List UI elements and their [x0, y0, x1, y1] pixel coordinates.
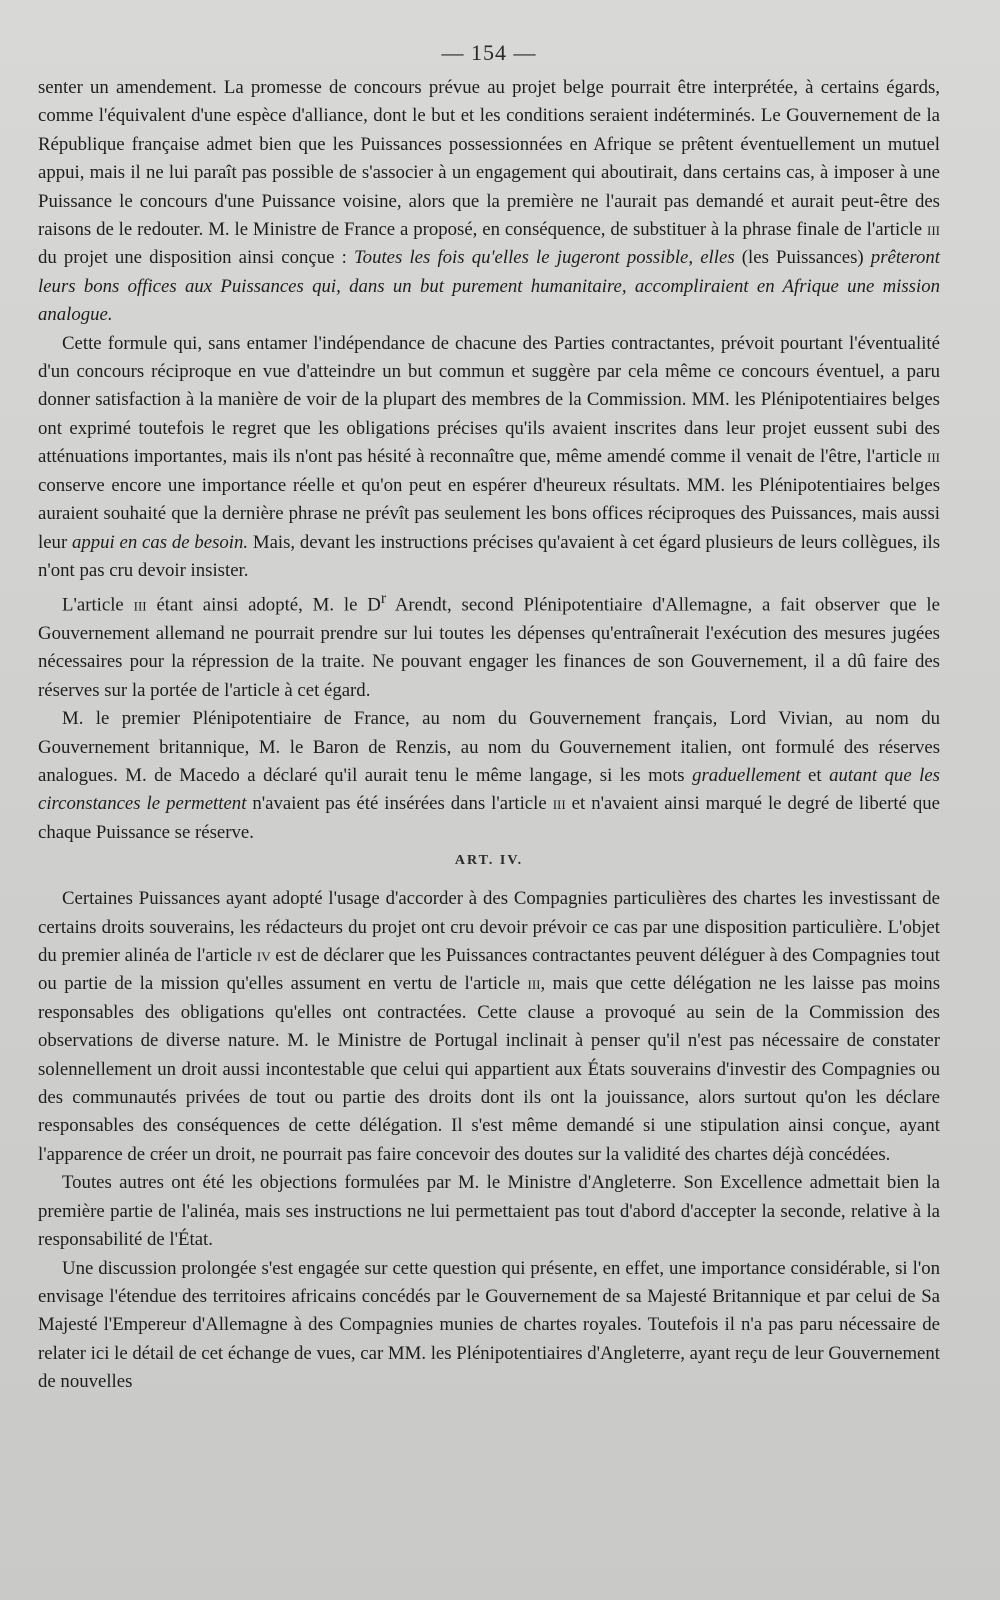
text-run: conserve encore une importance réelle et qu'on peut en espérer d'heureux résultats. MM. les Plénipotentiaires belges auraient souhaité que la dernière phrase ne prévît pas seulement les bons offices réciproques des Puissances, mais aussi leur	[38, 474, 940, 553]
text-run: Mais, devant les instructions précises qu'avaient à cet égard plusieurs de leurs collègues, ils n'ont pas cru devoir insister.	[38, 531, 940, 581]
text-run: Arendt, second Plénipotentiaire d'Allemagne, a fait observer que le Gouvernement allemand ne pourrait prendre sur lui toutes les dépenses qu'entraînerait l'exécution des mesures jugées nécessaires pour la répression de la traite. Ne pouvant engager les finances de son Gouvernement, il a dû faire des réserves sur la portée de l'article à cet égard.	[38, 594, 940, 701]
text-run: M. le premier Plénipotentiaire de France, au nom du Gouvernement français, Lord Vivian, au nom du Gouvernement britannique, M. le Baron de Renzis, au nom du Gouvernement italien, ont formulé des réserves analogues. M. de Macedo a déclaré qu'il aurait tenu le même langage, si les mots	[38, 708, 940, 787]
text-run: , mais que cette délégation ne les laisse pas moins responsables des obligations qu'elles ont contractées. Cette clause a provoqué au sein de la Commission des observations de diverse nature. M. le Ministre de Portugal inclinait à penser qu'il n'est pas nécessaire de constater solennellement un droit aussi incontestable que celui qui appartient aux États souverains d'investir des Compagnies ou des communautés privées de tout ou partie des droits dont ils ont la jouissance, alors surtout qu'on les déclare responsables des conséquences de cette délégation. Il s'est même demandé si une stipulation ainsi conçue, ayant l'apparence de créer un droit, ne pourrait pas faire concevoir des doutes sur la validité des chartes déjà concédées.	[38, 973, 940, 1165]
text-run: L'article	[62, 594, 134, 616]
italic-text: graduellement	[692, 765, 801, 787]
paragraph-1	[38, 74, 940, 330]
roman-numeral: iv	[256, 945, 271, 967]
article-heading: ART. IV.	[454, 853, 524, 869]
text-run: Certaines Puissances ayant adopté l'usage d'accorder à des Compagnies particulières des chartes les investissant de certains droits souverains, les rédacteurs du projet ont cru devoir prévoir ce cas par une disposition particulière. L'objet du premier alinéa de l'article	[38, 888, 940, 967]
text-run: est de déclarer que les Puissances contractantes peuvent déléguer à des Compagnies tout ou partie de la mission qu'elles assument en vertu de l'article	[38, 945, 940, 995]
text-run: et	[800, 765, 830, 787]
text-run: étant ainsi adopté, M. le D	[146, 594, 381, 616]
paragraph-4	[38, 705, 940, 847]
paragraph-3	[38, 585, 940, 705]
text-run: (les Puissances)	[734, 247, 871, 269]
italic-text: autant que les circonstances le permettent	[38, 765, 940, 815]
text-run: n'avaient pas été insérées dans l'article	[246, 793, 553, 815]
text-run: Toutes autres ont été les objections formulées par M. le Ministre d'Angleterre. Son Excellence admettait bien la première partie de l'alinéa, mais ses instructions ne lui permettaient pas tout d'abord d'accepter la seconde, relative à la responsabilité de l'État.	[38, 1172, 940, 1251]
text-run: et n'avaient ainsi marqué le degré de liberté que chaque Puissance se réserve.	[38, 793, 940, 843]
roman-numeral: iii	[527, 973, 541, 995]
italic-text: appui en cas de besoin.	[71, 531, 249, 553]
roman-numeral: iii	[927, 219, 940, 241]
paragraph-5	[38, 885, 940, 1169]
text-run: Une discussion prolongée s'est engagée sur cette question qui présente, en effet, une importance considérable, si l'on envisage l'étendue des territoires africains concédés par le Gouvernement de sa Majesté Britannique et par celui de Sa Majesté l'Empereur d'Allemagne à des Compagnies munies de chartes royales. Toutefois il n'a pas paru nécessaire de relater ici le détail de cet échange de vues, car MM. les Plénipotentiaires d'Angleterre, ayant reçu de leur Gouvernement de nouvelles	[38, 1257, 940, 1393]
text-run: senter un amendement. La promesse de concours prévue au projet belge pourrait être interprétée, à certains égards, comme l'équivalent d'une espèce d'alliance, dont le but et les conditions seraient indéterminés. Le Gouvernement de la République française admet bien que les Puissances possessionnées en Afrique se prêtent éventuellement un mutuel appui, mais il ne lui paraît pas possible de s'associer à un engagement qui aboutirait, dans certains cas, à imposer à une Puissance le concours d'une Puissance voisine, alors que la première ne l'aurait pas demandé et aurait peut-être des raisons de le redouter. M. le Ministre de France a proposé, en conséquence, de substituer à la phrase finale de l'article	[38, 77, 940, 241]
roman-numeral: iii	[552, 793, 566, 815]
roman-numeral: iii	[133, 594, 147, 616]
italic-text: Toutes les fois qu'elles le jugeront possible, elles	[353, 247, 735, 269]
roman-numeral: iii	[927, 446, 940, 468]
paragraph-6	[38, 1169, 940, 1254]
italic-text: prêteront leurs bons offices aux Puissances qui, dans un but purement humanitaire, accompliraient en Afrique une mission analogue.	[38, 247, 940, 326]
text-run: du projet une disposition ainsi conçue :	[38, 247, 354, 269]
page-number: — 154 —	[441, 40, 537, 65]
superscript: r	[380, 590, 387, 608]
paragraph-7	[38, 1255, 940, 1397]
text-run: Cette formule qui, sans entamer l'indépendance de chacune des Parties contractantes, prévoit pourtant l'éventualité d'un concours réciproque en vue d'atteindre un but commun et suggère par cela même ce concours éventuel, a paru donner satisfaction à la manière de voir de la plupart des membres de la Commission. MM. les Plénipotentiaires belges ont exprimé toutefois le regret que les obligations précises qu'ils avaient inscrites dans leur projet eussent subi des atténuations importantes, mais ils n'ont pas hésité à reconnaître que, même amendé comme il venait de l'être, l'article	[38, 332, 940, 468]
paragraph-2	[38, 330, 940, 586]
